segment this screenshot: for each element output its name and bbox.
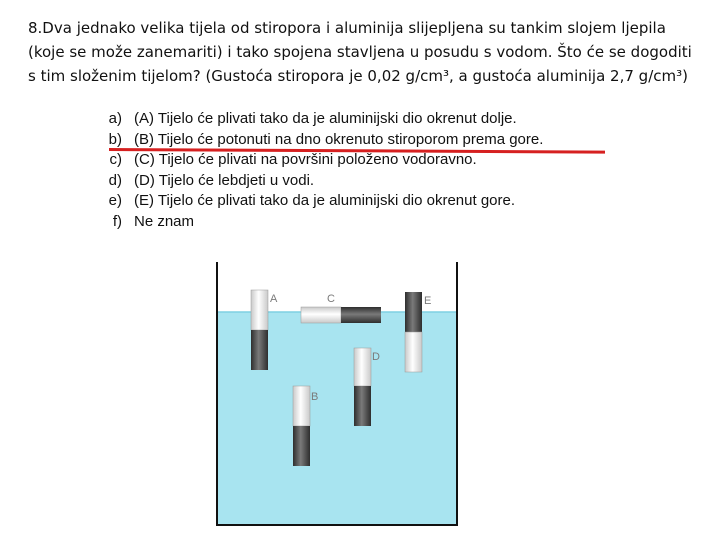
answer-text: (A) Tijelo će plivati tako da je aluminijski dio okrenut dolje. xyxy=(134,110,517,127)
answer-letter: f) xyxy=(112,212,122,230)
answer-letter: d) xyxy=(108,171,122,189)
answer-letter: c) xyxy=(109,151,122,168)
answer-letter: a) xyxy=(108,110,122,127)
label-a: A xyxy=(270,293,278,305)
answer-letter: e) xyxy=(108,192,122,209)
label-b: B xyxy=(311,391,319,403)
answer-letter: b) xyxy=(108,130,122,148)
answer-text: (E) Tijelo će plivati tako da je aluminijski dio okrenut gore. xyxy=(134,192,516,209)
answer-text: Ne znam xyxy=(134,212,195,230)
answer-text: (D) Tijelo će lebdjeti u vodi. xyxy=(134,171,315,189)
label-d: D xyxy=(372,351,380,363)
body-b xyxy=(293,386,310,466)
body-d xyxy=(354,348,371,426)
question-text: 8.Dva jednako velika tijela od stiropora i aluminija slijepljena su tankim slojem ljepila (koje se može zanemariti) i tako spojena stavljena u posudu s vodom. Što će se dogoditi s tim složenim tijelom? (Gustoća stiropora je 0,02 g/cm³, a gustoća aluminija 2,7 g/cm³) xyxy=(28,19,692,85)
body-c xyxy=(301,307,381,323)
answer-text: (B) Tijelo će potonuti na dno okrenuto stiroporom prema gore. xyxy=(134,130,544,148)
answer-text: (C) Tijelo će plivati na površini položeno vodoravno. xyxy=(134,151,477,168)
label-c: C xyxy=(327,293,335,305)
body-e xyxy=(405,292,422,372)
body-a xyxy=(251,290,268,370)
label-e: E xyxy=(424,295,432,307)
